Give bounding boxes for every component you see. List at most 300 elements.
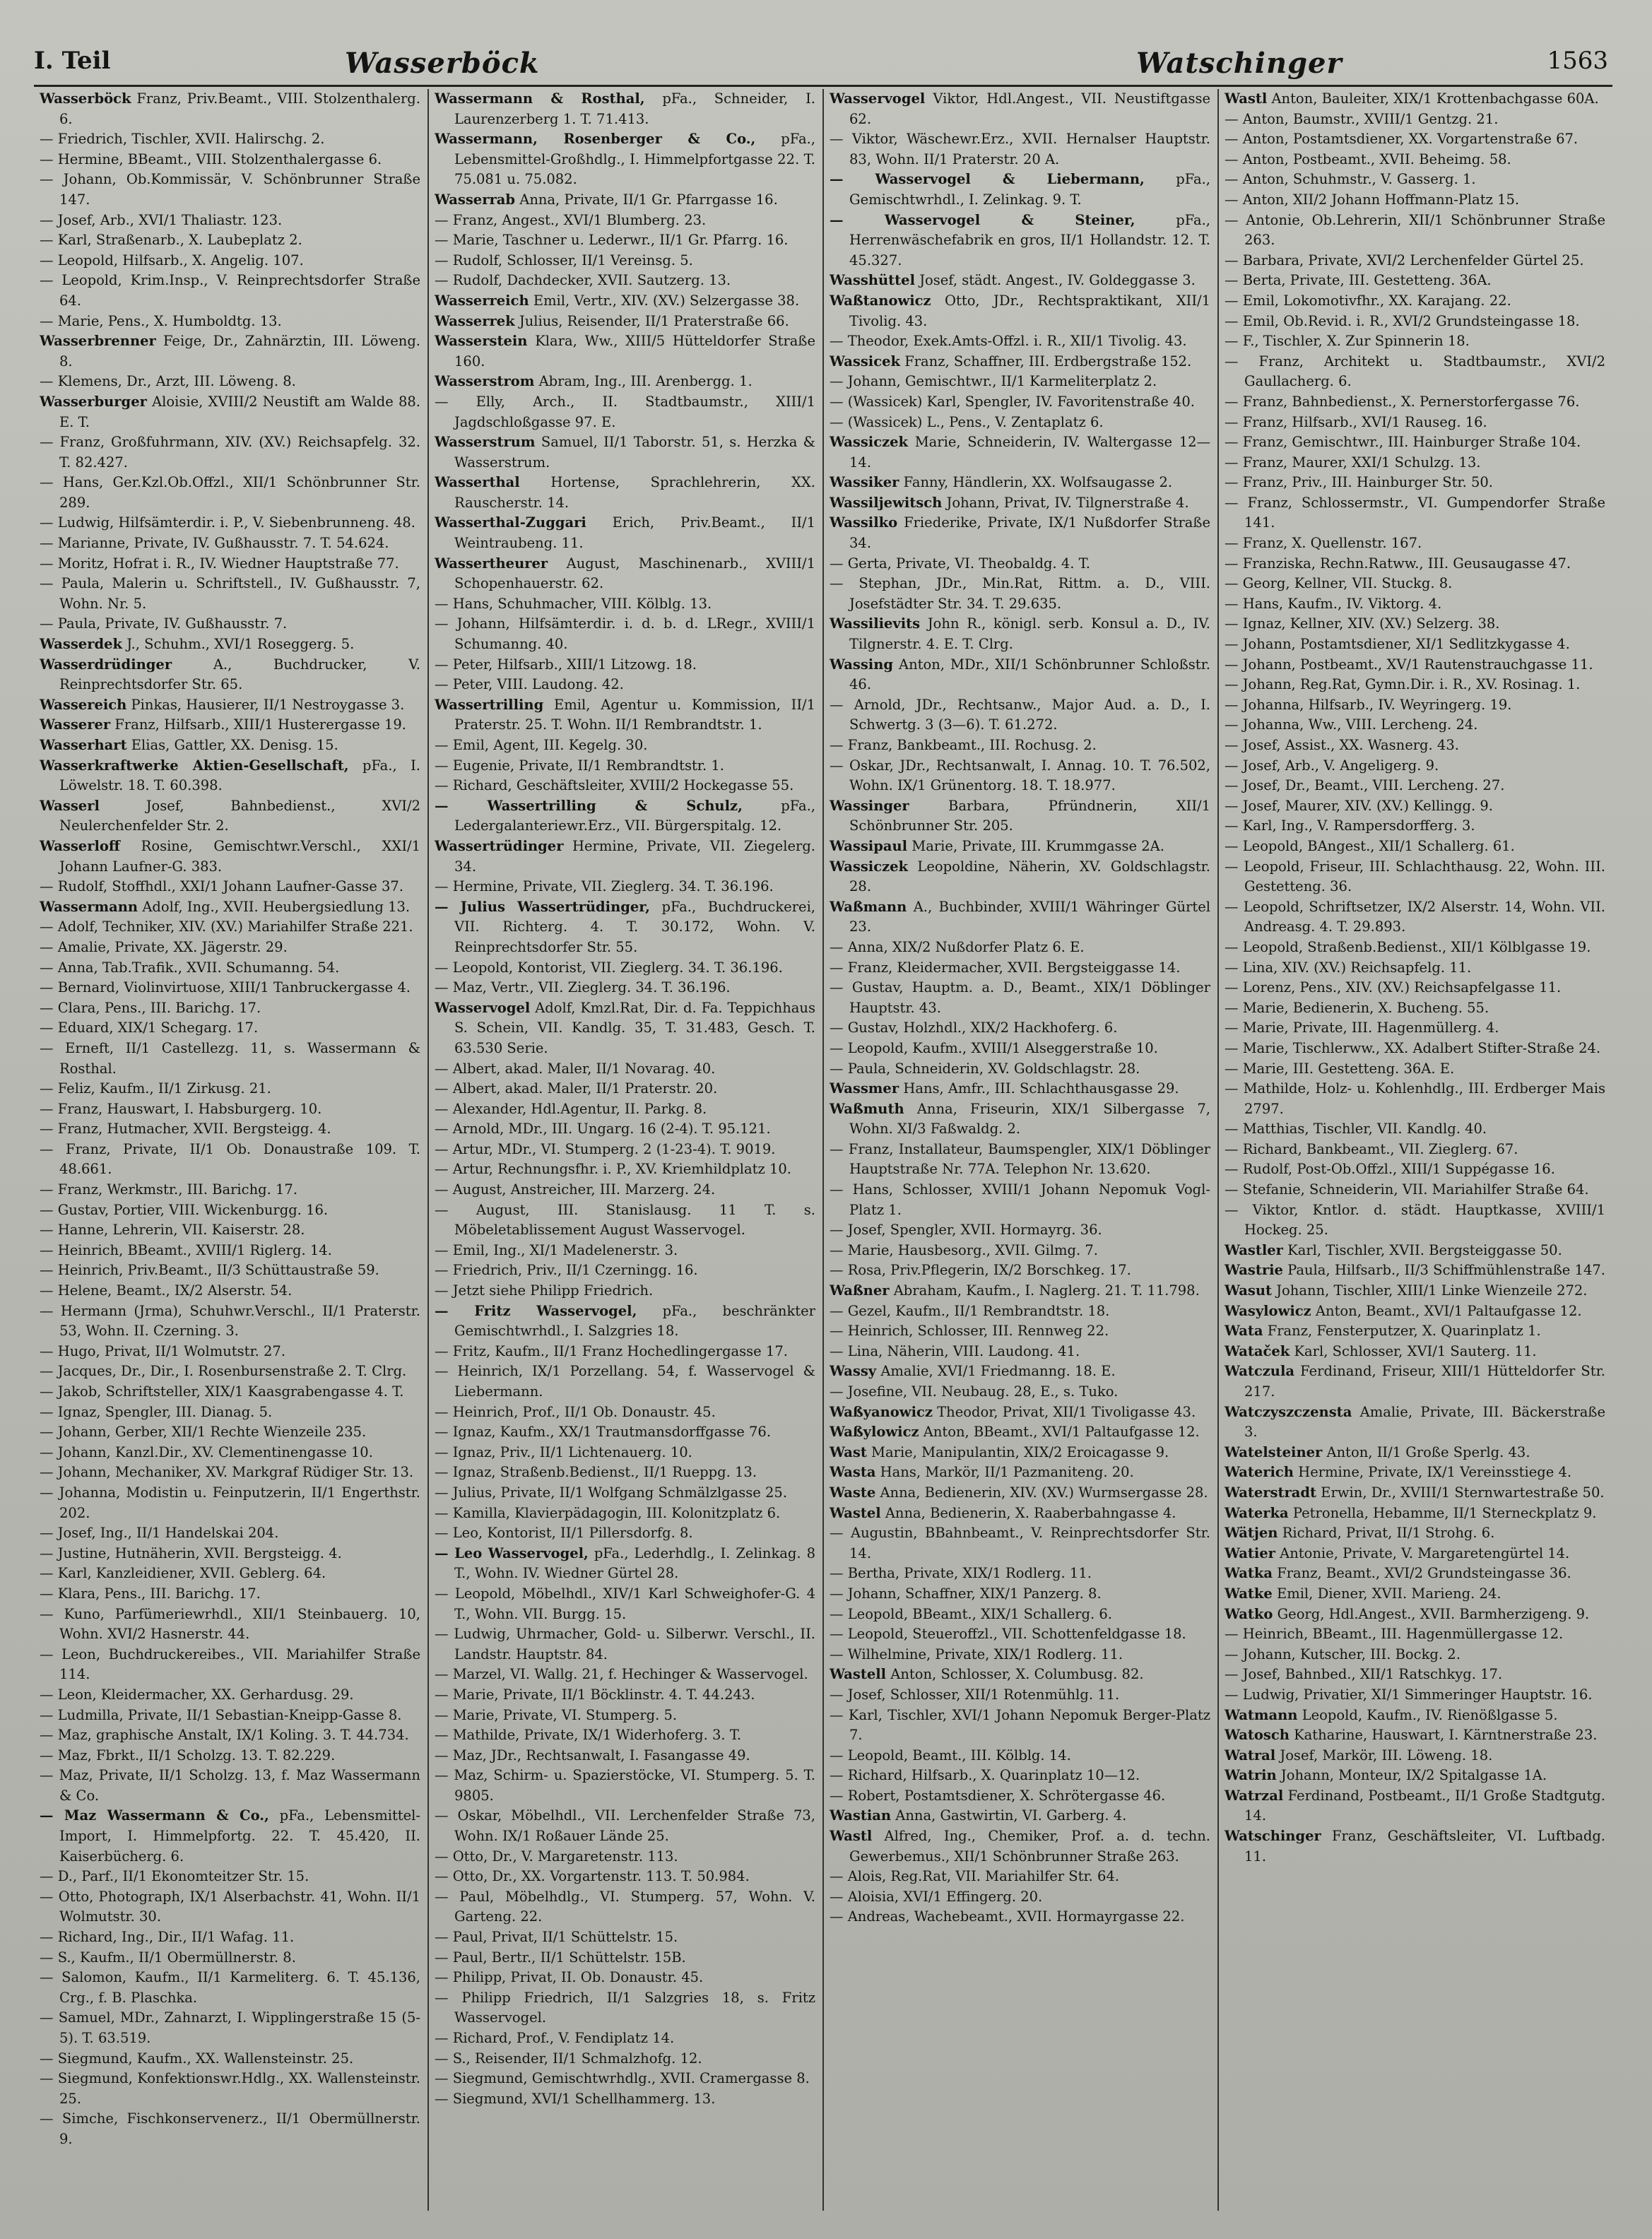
directory-entry: [435, 1180, 815, 1200]
directory-entry: [830, 1685, 1210, 1706]
entry-text: Leopoldine, Näherin, XV. Goldschlagstr. 28.: [849, 858, 1211, 895]
entry-text: — Kamilla, Klavierpädagogin, III. Kolonitzplatz 6.: [435, 1504, 781, 1521]
directory-entry: [40, 938, 420, 958]
directory-entry: [40, 271, 420, 311]
directory-entry: [830, 1443, 1210, 1463]
directory-entry: [40, 150, 420, 170]
directory-entry: [1225, 1018, 1605, 1039]
entry-text: Anton, BBeamt., XVI/1 Paltaufgasse 12.: [923, 1424, 1200, 1441]
entry-surname: Watke: [1225, 1585, 1273, 1602]
entry-surname: Wasservogel: [435, 999, 531, 1016]
entry-text: — Johann, Kutscher, III. Bockg. 2.: [1225, 1646, 1461, 1662]
directory-entry: [1225, 190, 1605, 211]
entry-text: — Friedrich, Tischler, XVII. Halirschg. 2.: [40, 131, 325, 148]
entry-surname: Waßtanowicz: [830, 292, 931, 309]
entry-text: Rosine, Gemischtwr.Verschl., XXI/1 Johann Laufner-G. 383.: [59, 837, 420, 875]
entry-surname: Wassermann: [40, 898, 138, 915]
entry-text: — Simche, Fischkonservenerz., II/1 Obermüllnerstr. 9.: [40, 2110, 420, 2147]
directory-entry: [40, 2109, 420, 2149]
directory-entry: [830, 89, 1210, 129]
entry-text: Klara, Ww., XIII/5 Hütteldorfer Straße 160.: [454, 333, 815, 370]
entry-text: — Josef, Dr., Beamt., VIII. Lercheng. 27.: [1225, 777, 1505, 794]
entry-text: Julius, Reisender, II/1 Praterstraße 66.: [519, 312, 789, 329]
directory-entry: [40, 251, 420, 271]
directory-entry: [435, 2028, 815, 2049]
entry-text: A., Buchdrucker, V. Reinprechtsdorfer Str. 65.: [59, 656, 420, 693]
entry-text: — Mathilde, Holz- u. Kohlenhdlg., III. Erdberger Mais 2797.: [1225, 1080, 1605, 1117]
entry-text: — Josef, Ing., II/1 Handelskai 204.: [40, 1525, 279, 1542]
directory-entry: [40, 1361, 420, 1382]
directory-entry: [435, 1159, 815, 1180]
directory-entry: [1225, 1119, 1605, 1140]
entry-surname: — Fritz Wasservogel,: [435, 1302, 637, 1319]
entry-text: — Marie, Private, III. Hagenmüllerg. 4.: [1225, 1020, 1499, 1036]
entry-text: — Bertha, Private, XIX/1 Rodlerg. 11.: [830, 1565, 1092, 1582]
directory-entry: [1225, 533, 1605, 554]
directory-entry: [1225, 594, 1605, 615]
entry-text: — Leopold, Möbelhdl., XIV/1 Karl Schweighofer-G. 4 T., Wohn. VII. Burgg. 15.: [435, 1585, 815, 1622]
entry-surname: Wassicek: [830, 353, 900, 370]
directory-entry: [40, 1140, 420, 1180]
entry-text: — Anton, Baumstr., XVIII/1 Gentzg. 21.: [1225, 110, 1499, 127]
entry-text: — Heinrich, Priv.Beamt., II/3 Schüttaustraße 59.: [40, 1262, 379, 1279]
entry-text: — Philipp Friedrich, II/1 Salzgries 18, s. Fritz Wasservogel.: [435, 1989, 815, 2026]
directory-entry: [40, 1483, 420, 1523]
entry-surname: Wasserbrenner: [40, 333, 156, 350]
entry-text: — Leopold, Friseur, III. Schlachthausg. 22, Wohn. III. Gestetteng. 36.: [1225, 858, 1605, 895]
entry-text: — Maz, graphische Anstalt, IX/1 Koling. 3. T. 44.734.: [40, 1727, 409, 1744]
entry-text: — Marie, Private, VI. Stumperg. 5.: [435, 1706, 678, 1723]
entry-surname: Wast: [830, 1443, 867, 1460]
directory-entry: [830, 655, 1210, 695]
directory-entry: [1225, 695, 1605, 716]
directory-entry: [435, 1422, 815, 1443]
entry-text: — Marie, Taschner u. Lederwr., II/1 Gr. Pfarrg. 16.: [435, 232, 789, 249]
directory-entry: [830, 1605, 1210, 1625]
entry-text: — Hans, Schuhmacher, VIII. Kölblg. 13.: [435, 595, 712, 612]
directory-entry: [1225, 1241, 1605, 1261]
directory-entry: [40, 1018, 420, 1039]
entry-text: — Friedrich, Priv., II/1 Czerningg. 16.: [435, 1262, 698, 1279]
directory-entry: [435, 1867, 815, 1887]
entry-surname: Wasserstrom: [435, 373, 535, 390]
column-2: [429, 89, 824, 2211]
entry-text: — Barbara, Private, XVI/2 Lerchenfelder Gürtel 25.: [1225, 252, 1584, 268]
entry-columns: [34, 89, 1612, 2211]
entry-text: — Maz, Vertr., VII. Zieglerg. 34. T. 36.196.: [435, 979, 731, 996]
entry-text: — Otto, Dr., V. Margaretenstr. 113.: [435, 1848, 678, 1865]
entry-text: Anna, Bedienerin, X. Raaberbahngasse 4.: [885, 1504, 1176, 1521]
entry-text: — Salomon, Kaufm., II/1 Karmeliterg. 6. T. 45.136, Crg., f. B. Plaschka.: [40, 1969, 420, 2006]
entry-text: — Anton, XII/2 Johann Hoffmann-Platz 15.: [1225, 191, 1520, 208]
directory-entry: [1225, 331, 1605, 352]
entry-text: — Hermine, BBeamt., VIII. Stolzenthalergasse 6.: [40, 150, 382, 167]
directory-entry: [1225, 837, 1605, 857]
directory-entry: [1225, 1706, 1605, 1726]
entry-text: Johann, Tischler, XIII/1 Linke Wienzeile 272.: [1276, 1282, 1588, 1299]
entry-surname: Wasserrab: [435, 191, 516, 208]
directory-entry: [40, 1584, 420, 1605]
entry-surname: Wassereich: [40, 696, 127, 713]
directory-entry: [40, 1301, 420, 1342]
entry-text: — Leo, Kontorist, II/1 Pillersdorfg. 8.: [435, 1525, 693, 1542]
directory-entry: [830, 614, 1210, 654]
directory-entry: [830, 331, 1210, 352]
directory-entry: [435, 1301, 815, 1342]
entry-text: — Gustav, Portier, VIII. Wickenburgg. 16.: [40, 1201, 329, 1218]
entry-text: — Johann, Schaffner, XIX/1 Panzerg. 8.: [830, 1585, 1102, 1602]
entry-surname: Wätjen: [1225, 1525, 1278, 1542]
entry-text: — Franz, Kleidermacher, XVII. Bergsteiggasse 14.: [830, 959, 1181, 976]
directory-entry: [1225, 1463, 1605, 1483]
entry-text: — Franz, Private, II/1 Ob. Donaustraße 109. T. 48.661.: [40, 1140, 420, 1178]
directory-entry: [830, 1584, 1210, 1605]
entry-text: Anton, Beamt., XVI/1 Paltaufgasse 12.: [1315, 1302, 1582, 1319]
directory-entry: [1225, 897, 1605, 938]
directory-entry: [1225, 1665, 1605, 1685]
entry-text: Anna, Bedienerin, XIV. (XV.) Wurmsergasse 28.: [880, 1484, 1208, 1501]
directory-entry: [830, 1463, 1210, 1483]
entry-surname: Wassertheurer: [435, 555, 548, 572]
entry-text: — Leopold, Straßenb.Bedienst., XII/1 Kölblgasse 19.: [1225, 938, 1591, 955]
entry-text: — Ludwig, Uhrmacher, Gold- u. Silberwr. Verschl., II. Landstr. Hauptstr. 84.: [435, 1626, 815, 1662]
directory-entry: [435, 594, 815, 615]
entry-text: — (Wassicek) L., Pens., V. Zentaplatz 6.: [830, 413, 1104, 430]
directory-entry: [435, 978, 815, 998]
entry-text: Franz, Priv.Beamt., VIII. Stolzenthalerg. 6.: [59, 90, 420, 127]
directory-entry: [830, 1220, 1210, 1241]
directory-entry: [40, 1927, 420, 1948]
entry-text: Ferdinand, Friseur, XIII/1 Hütteldorfer Str. 217.: [1244, 1363, 1605, 1400]
directory-entry: [40, 513, 420, 533]
directory-entry: [435, 1847, 815, 1867]
directory-entry: [1225, 675, 1605, 695]
directory-entry: [435, 837, 815, 877]
entry-text: — Rudolf, Stoffhdl., XXI/1 Johann Laufner-Gasse 37.: [40, 878, 404, 895]
directory-entry: [40, 1867, 420, 1887]
entry-surname: Waßmann: [830, 898, 907, 915]
entry-text: — Anna, Tab.Trafik., XVII. Schumanng. 54.: [40, 959, 340, 976]
directory-entry: [1225, 715, 1605, 735]
entry-text: — Antonie, Ob.Lehrerin, XII/1 Schönbrunner Straße 263.: [1225, 211, 1605, 249]
directory-entry: [830, 1099, 1210, 1140]
entry-text: — Heinrich, BBeamt., III. Hagenmüllergasse 12.: [1225, 1626, 1564, 1643]
entry-surname: — Wasservogel & Liebermann,: [830, 171, 1145, 188]
entry-text: — August, III. Stanislausg. 11 T. s. Möbeletablissement August Wasservogel.: [435, 1201, 815, 1239]
directory-entry: [830, 1523, 1210, 1564]
directory-entry: [435, 1443, 815, 1463]
directory-entry: [40, 574, 420, 614]
directory-entry: [1225, 998, 1605, 1019]
entry-surname: Wasserer: [40, 716, 111, 733]
directory-entry: [1225, 1402, 1605, 1443]
directory-entry: [40, 392, 420, 432]
entry-text: pFa., Lederhdlg., I. Zelinkag. 8 T., Wohn. IV. Wiedner Gürtel 28.: [454, 1544, 815, 1582]
entry-text: — Johann, Gerber, XII/1 Rechte Wienzeile 235.: [40, 1424, 367, 1441]
directory-entry: [40, 1119, 420, 1140]
directory-entry: [40, 978, 420, 998]
entry-text: Anton, Bauleiter, XIX/1 Krottenbachgasse 60A.: [1271, 90, 1599, 107]
directory-entry: [435, 796, 815, 837]
entry-text: — Ludmilla, Private, II/1 Sebastian-Kneipp-Gasse 8.: [40, 1706, 402, 1723]
entry-text: — Paula, Private, IV. Gußhausstr. 7.: [40, 615, 288, 632]
entry-text: — Maz, Schirm- u. Spazierstöcke, VI. Stumperg. 5. T. 9805.: [435, 1767, 815, 1804]
directory-entry: [435, 372, 815, 392]
entry-text: — Klemens, Dr., Arzt, III. Löweng. 8.: [40, 373, 296, 390]
directory-entry: [40, 1382, 420, 1402]
entry-text: — Johann, Postbeamt., XV/1 Rautenstrauchgasse 11.: [1225, 656, 1593, 673]
directory-entry: [435, 331, 815, 372]
directory-entry: [435, 1079, 815, 1099]
entry-text: Anna, Gastwirtin, VI. Garberg. 4.: [895, 1807, 1127, 1824]
entry-text: Karl, Tischler, XVII. Bergsteiggasse 50.: [1287, 1241, 1562, 1258]
directory-entry: [830, 554, 1210, 574]
entry-text: — Hugo, Privat, II/1 Wolmutstr. 27.: [40, 1342, 286, 1359]
entry-text: — Leopold, Schriftsetzer, IX/2 Alserstr. 14, Wohn. VII. Andreasg. 4. T. 29.893.: [1225, 898, 1605, 935]
entry-text: — Jetzt siehe Philipp Friedrich.: [435, 1282, 654, 1299]
directory-entry: [830, 1504, 1210, 1524]
directory-entry: [1225, 211, 1605, 251]
entry-text: — Jakob, Schriftsteller, XIX/1 Kaasgrabengasse 4. T.: [40, 1383, 404, 1400]
entry-surname: Watral: [1225, 1747, 1276, 1764]
entry-surname: Wasshüttel: [830, 272, 915, 289]
entry-text: — Ludwig, Privatier, XI/1 Simmeringer Hauptstr. 16.: [1225, 1686, 1593, 1703]
entry-text: Amalie, XVI/1 Friedmanng. 18. E.: [880, 1363, 1116, 1380]
entry-surname: Wastl: [830, 1828, 873, 1845]
directory-entry: [1225, 857, 1605, 897]
entry-text: — Johanna, Ww., VIII. Lercheng. 24.: [1225, 716, 1478, 733]
entry-text: Marie, Private, III. Krummgasse 2A.: [911, 837, 1164, 854]
entry-text: — S., Reisender, II/1 Schmalzhofg. 12.: [435, 2050, 702, 2067]
entry-surname: Watrzal: [1225, 1787, 1284, 1804]
directory-entry: [40, 1099, 420, 1120]
entry-text: — Aloisia, XVI/1 Effingerg. 20.: [830, 1888, 1043, 1905]
directory-entry: [435, 1099, 815, 1120]
entry-text: Hermine, Private, VII. Ziegelerg. 34.: [454, 837, 815, 875]
entry-surname: Wastian: [830, 1807, 892, 1824]
entry-text: — Johann, Postamtsdiener, XI/1 Sedlitzkygasse 4.: [1225, 636, 1570, 653]
entry-text: — Elly, Arch., II. Stadtbaumstr., XIII/1 Jagdschloßgasse 97. E.: [435, 393, 815, 430]
directory-entry: [40, 89, 420, 129]
directory-entry: [435, 89, 815, 129]
directory-entry: [435, 756, 815, 776]
entry-text: — Andreas, Wachebeamt., XVII. Hormayrgasse 22.: [830, 1908, 1185, 1925]
entry-text: Anton, Schlosser, X. Columbusg. 82.: [890, 1666, 1144, 1683]
directory-entry: [435, 877, 815, 897]
entry-text: — Franz, Schlossermstr., VI. Gumpendorfer Straße 141.: [1225, 494, 1605, 531]
directory-entry: [1225, 1443, 1605, 1463]
part-label: I. Teil: [34, 47, 111, 75]
entry-text: Emil, Vertr., XIV. (XV.) Selzergasse 38.: [533, 292, 800, 309]
entry-text: — Otto, Photograph, IX/1 Alserbachstr. 41, Wohn. II/1 Wolmutstr. 30.: [40, 1888, 420, 1925]
directory-entry: [1225, 150, 1605, 170]
directory-entry: [830, 1422, 1210, 1443]
entry-text: Marie, Manipulantin, XIX/2 Eroicagasse 9.: [871, 1443, 1169, 1460]
entry-text: — Moritz, Hofrat i. R., IV. Wiedner Hauptstraße 77.: [40, 555, 399, 572]
entry-text: — Josef, Bahnbed., XII/1 Ratschkyg. 17.: [1225, 1666, 1503, 1683]
entry-surname: Wastel: [830, 1504, 881, 1521]
entry-surname: Wasserrek: [435, 312, 515, 329]
entry-text: — Adolf, Techniker, XIV. (XV.) Mariahilfer Straße 221.: [40, 918, 413, 935]
directory-entry: [830, 897, 1210, 938]
directory-entry: [1225, 1504, 1605, 1524]
entry-text: — Anton, Schuhmstr., V. Gasserg. 1.: [1225, 171, 1476, 188]
entry-text: — Marie, Hausbesorg., XVII. Gilmg. 7.: [830, 1241, 1098, 1258]
entry-surname: Watrin: [1225, 1767, 1277, 1784]
entry-text: Anton, II/1 Große Sperlg. 43.: [1326, 1443, 1530, 1460]
directory-entry: [830, 1746, 1210, 1766]
entry-text: — Siegmund, Kaufm., XX. Wallensteinstr. 25.: [40, 2050, 354, 2067]
entry-surname: Wasserstein: [435, 333, 528, 350]
entry-surname: Wasserstrum: [435, 434, 536, 451]
entry-text: — Fritz, Kaufm., II/1 Franz Hochedlingergasse 17.: [435, 1342, 788, 1359]
entry-surname: — Julius Wassertrüdinger,: [435, 898, 650, 915]
directory-entry: [40, 1039, 420, 1079]
entry-surname: Wassertrüdinger: [435, 837, 564, 854]
entry-text: — Ignaz, Priv., II/1 Lichtenauerg. 10.: [435, 1443, 692, 1460]
entry-text: — Richard, Hilfsarb., X. Quarinplatz 10—12.: [830, 1767, 1140, 1784]
directory-entry: [435, 1523, 815, 1544]
directory-entry: [830, 695, 1210, 735]
entry-surname: Wastl: [1225, 90, 1268, 107]
entry-text: — Franz, Bankbeamt., III. Rochusg. 2.: [830, 737, 1097, 753]
entry-text: Anton, MDr., XII/1 Schönbrunner Schloßstr. 46.: [849, 656, 1210, 693]
directory-entry: [830, 796, 1210, 837]
directory-entry: [40, 837, 420, 877]
directory-entry: [830, 271, 1210, 291]
directory-entry: [830, 1079, 1210, 1099]
entry-text: — Karl, Straßenarb., X. Laubeplatz 2.: [40, 232, 302, 249]
directory-entry: [435, 1948, 815, 1968]
directory-entry: [1225, 1826, 1605, 1867]
entry-surname: Watschinger: [1225, 1828, 1321, 1845]
entry-text: — August, Anstreicher, III. Marzerg. 24.: [435, 1181, 716, 1198]
entry-text: — Oskar, JDr., Rechtsanwalt, I. Annag. 10. T. 76.502, Wohn. IX/1 Grünentorg. 18. T. 18.977.: [830, 757, 1210, 794]
entry-text: — Franz, Großfuhrmann, XIV. (XV.) Reichsapfelg. 32. T. 82.427.: [40, 434, 420, 471]
directory-entry: [40, 958, 420, 979]
directory-entry: [830, 1180, 1210, 1220]
entry-text: — Karl, Ing., V. Rampersdorfferg. 3.: [1225, 817, 1475, 834]
entry-surname: Wasserthal: [435, 474, 520, 491]
directory-entry: [1225, 938, 1605, 958]
directory-entry: [830, 1321, 1210, 1342]
entry-text: — Anton, Postbeamt., XVII. Beheimg. 58.: [1225, 150, 1511, 167]
directory-entry: [40, 1645, 420, 1685]
entry-text: Pinkas, Hausierer, II/1 Nestroygasse 3.: [131, 696, 405, 713]
entry-text: Adolf, Kmzl.Rat, Dir. d. Fa. Teppichhaus S. Schein, VII. Kandlg. 35, T. 31.483, Gesch. T. 63.530 Serie.: [454, 999, 815, 1056]
directory-entry: [435, 1361, 815, 1402]
directory-entry: [40, 715, 420, 735]
entry-text: — Artur, MDr., VI. Stumperg. 2 (1-23-4). T. 9019.: [435, 1140, 776, 1157]
entry-text: John R., königl. serb. Konsul a. D., IV. Tilgnerstr. 4. E. T. Clrg.: [849, 615, 1211, 653]
entry-text: — Heinrich, BBeamt., XVIII/1 Riglerg. 14.: [40, 1241, 332, 1258]
directory-entry: [1225, 1180, 1605, 1200]
entry-surname: Wassiczek: [830, 858, 909, 875]
directory-entry: [1225, 129, 1605, 150]
entry-text: — Johann, Reg.Rat, Gymn.Dir. i. R., XV. Rosinag. 1.: [1225, 676, 1581, 693]
directory-entry: [40, 634, 420, 655]
directory-entry: [830, 1706, 1210, 1746]
entry-surname: Wassmer: [830, 1080, 899, 1097]
directory-entry: [830, 352, 1210, 372]
directory-entry: [435, 1665, 815, 1685]
directory-entry: [830, 1786, 1210, 1807]
entry-text: — Hermine, Private, VII. Zieglerg. 34. T. 36.196.: [435, 878, 774, 895]
entry-text: — Franz, Installateur, Baumspengler, XIX/1 Döblinger Hauptstraße Nr. 77A. Telephon Nr. 13.620.: [830, 1140, 1210, 1178]
entry-surname: — Leo Wasservogel,: [435, 1544, 589, 1561]
entry-surname: Wasylowicz: [1225, 1302, 1311, 1319]
entry-text: Franz, Beamt., XVI/2 Grundsteingasse 36.: [1277, 1565, 1571, 1582]
directory-entry: [1225, 574, 1605, 594]
entry-surname: Wasserburger: [40, 393, 147, 410]
directory-entry: [1225, 796, 1605, 817]
directory-entry: [1225, 1624, 1605, 1645]
directory-entry: [1225, 89, 1605, 110]
directory-entry: [40, 1523, 420, 1544]
entry-text: — Theodor, Exek.Amts-Offzl. i. R., XII/1 Tivolig. 43.: [830, 333, 1187, 350]
entry-text: — Franz, Werkmstr., III. Barichg. 17.: [40, 1181, 298, 1198]
entry-surname: Wassermann & Rosthal,: [435, 90, 645, 107]
entry-text: — Gustav, Hauptm. a. D., Beamt., XIX/1 Döblinger Hauptstr. 43.: [830, 979, 1210, 1016]
entry-text: — Amalie, Private, XX. Jägerstr. 29.: [40, 938, 288, 955]
directory-entry: [830, 1564, 1210, 1584]
entry-text: Fanny, Händlerin, XX. Wolfsaugasse 2.: [903, 474, 1173, 491]
entry-text: Samuel, II/1 Taborstr. 51, s. Herzka & Wasserstrum.: [454, 434, 816, 471]
entry-text: — Johann, Gemischtwr., II/1 Karmeliterplatz 2.: [830, 373, 1157, 390]
directory-entry: [1225, 432, 1605, 453]
entry-surname: Watczyszczensta: [1225, 1403, 1352, 1420]
directory-entry: [435, 735, 815, 756]
entry-text: — Rudolf, Schlosser, II/1 Vereinsg. 5.: [435, 252, 693, 268]
entry-text: Viktor, Hdl.Angest., VII. Neustiftgasse 62.: [849, 90, 1211, 127]
entry-text: — Paula, Malerin u. Schriftstell., IV. Gußhausstr. 7, Wohn. Nr. 5.: [40, 575, 420, 612]
entry-text: — Maz, Private, II/1 Scholzg. 13, f. Maz Wassermann & Co.: [40, 1767, 420, 1804]
entry-text: — Alexander, Hdl.Agentur, II. Parkg. 8.: [435, 1100, 707, 1117]
entry-text: — Siegmund, XVI/1 Schellhammerg. 13.: [435, 2090, 716, 2107]
directory-entry: [40, 1443, 420, 1463]
directory-entry: [435, 230, 815, 251]
directory-entry: [1225, 1746, 1605, 1766]
directory-entry: [830, 432, 1210, 473]
directory-entry: [435, 251, 815, 271]
directory-entry: [1225, 776, 1605, 796]
directory-entry: [1225, 554, 1605, 574]
entry-text: Antonie, Private, V. Margaretengürtel 14.: [1280, 1544, 1570, 1561]
directory-entry: [435, 1059, 815, 1080]
entry-text: — Richard, Geschäftsleiter, XVIII/2 Hockegasse 55.: [435, 777, 794, 794]
directory-entry: [435, 1624, 815, 1665]
entry-text: Ferdinand, Postbeamt., II/1 Große Stadtgutg. 14.: [1244, 1787, 1605, 1824]
directory-entry: [40, 1260, 420, 1281]
entry-text: — Artur, Rechnungsfhr. i. P., XV. Kriemhildplatz 10.: [435, 1161, 791, 1178]
entry-text: — Johanna, Modistin u. Feinputzerin, II/1 Engerthstr. 202.: [40, 1484, 420, 1521]
entry-surname: Wassiczek: [830, 434, 909, 451]
entry-text: — Marianne, Private, IV. Gußhausstr. 7. T. 54.624.: [40, 535, 389, 552]
entry-surname: Waßyanowicz: [830, 1403, 933, 1420]
entry-text: — Lina, XIV. (XV.) Reichsapfelg. 11.: [1225, 959, 1472, 976]
entry-text: — F., Tischler, X. Zur Spinnerin 18.: [1225, 333, 1470, 350]
entry-text: Abram, Ing., III. Arenbergg. 1.: [538, 373, 753, 390]
directory-entry: [1225, 1039, 1605, 1059]
entry-surname: Watko: [1225, 1605, 1273, 1622]
directory-entry: [435, 2049, 815, 2069]
directory-entry: [435, 897, 815, 958]
entry-text: pFa., Lebensmittel-Import, I. Himmelpfortg. 22. T. 45.420, II. Kaiserbücherg. 6.: [59, 1807, 420, 1865]
entry-text: Katharine, Hauswart, I. Kärntnerstraße 23.: [1294, 1727, 1598, 1744]
directory-entry: [435, 392, 815, 432]
directory-entry: [830, 1806, 1210, 1826]
entry-text: Erich, Priv.Beamt., II/1 Weintraubeng. 11.: [454, 514, 815, 552]
